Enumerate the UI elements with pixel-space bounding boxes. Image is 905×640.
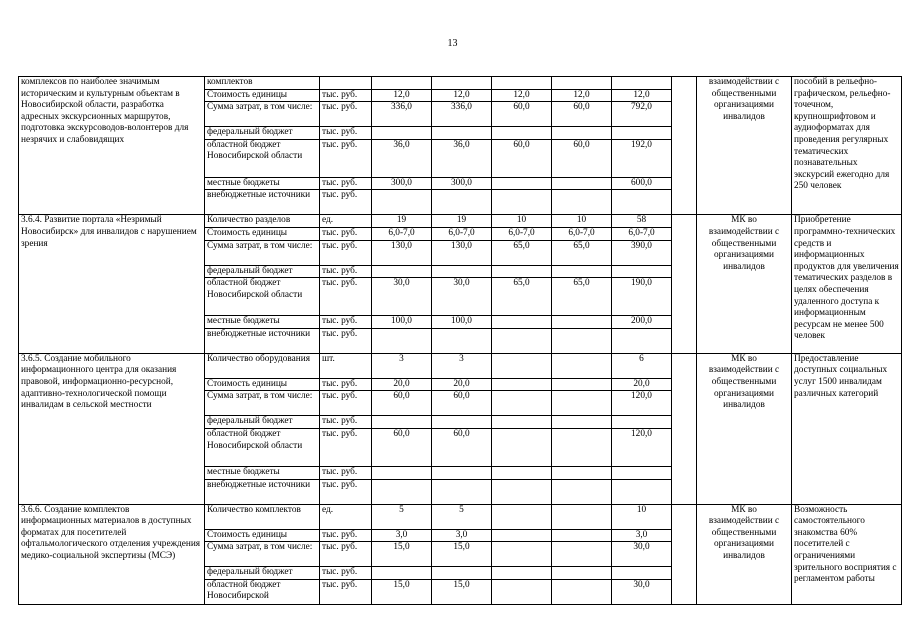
indicator-label: Сумма затрат, в том числе:	[205, 391, 320, 416]
indicator-label: Стоимость единицы	[205, 529, 320, 542]
value-cell	[552, 416, 612, 429]
unit-cell: тыс. руб.	[320, 265, 372, 278]
value-cell: 10	[552, 215, 612, 228]
unit-cell: тыс. руб.	[320, 328, 372, 353]
unit-cell: тыс. руб.	[320, 240, 372, 265]
value-cell	[372, 190, 432, 215]
expected-result-cell: пособий в рельефно-графическом, рельефно-точечном, крупношрифтовом и аудиоформатах для проведения регулярных тематических познавательных экскурсий ежегодно для 250 человек	[792, 77, 902, 215]
value-cell: 12,0	[612, 89, 672, 102]
value-cell: 390,0	[612, 240, 672, 265]
indicator-label: областной бюджет Новосибирской области	[205, 428, 320, 466]
value-cell: 60,0	[432, 391, 492, 416]
value-cell	[492, 466, 552, 479]
value-cell: 6,0-7,0	[432, 227, 492, 240]
unit-cell: тыс. руб.	[320, 567, 372, 580]
indicator-label: федеральный бюджет	[205, 265, 320, 278]
value-cell: 3	[372, 353, 432, 378]
value-cell: 190,0	[612, 278, 672, 316]
value-cell	[552, 77, 612, 90]
program-measures-table	[18, 76, 902, 605]
unit-cell: тыс. руб.	[320, 542, 372, 567]
indicator-label: местные бюджеты	[205, 177, 320, 190]
value-cell	[492, 177, 552, 190]
value-cell	[612, 190, 672, 215]
indicator-label: Стоимость единицы	[205, 378, 320, 391]
value-cell	[492, 542, 552, 567]
value-cell: 60,0	[552, 139, 612, 177]
spacer-cell	[672, 215, 697, 353]
value-cell	[432, 466, 492, 479]
unit-cell	[320, 77, 372, 90]
value-cell: 120,0	[612, 391, 672, 416]
value-cell: 300,0	[432, 177, 492, 190]
unit-cell: тыс. руб.	[320, 529, 372, 542]
value-cell: 792,0	[612, 102, 672, 127]
value-cell: 65,0	[552, 278, 612, 316]
value-cell: 58	[612, 215, 672, 228]
value-cell	[552, 190, 612, 215]
indicator-label: Сумма затрат, в том числе:	[205, 102, 320, 127]
indicator-label: областной бюджет Новосибирской	[205, 579, 320, 604]
value-cell: 130,0	[432, 240, 492, 265]
value-cell	[612, 567, 672, 580]
expected-result-cell: Предоставление доступных социальных услуг 1500 инвалидам различных категорий	[792, 353, 902, 504]
value-cell	[612, 328, 672, 353]
expected-result-cell: Приобретение программно-технических средств и информационных продуктов для увеличения тематических разделов в целях обеспечения удаленного доступа к информационным ресурсам не менее 500 человек	[792, 215, 902, 353]
value-cell	[372, 479, 432, 504]
unit-cell: тыс. руб.	[320, 190, 372, 215]
value-cell	[432, 190, 492, 215]
value-cell: 15,0	[372, 542, 432, 567]
value-cell: 20,0	[612, 378, 672, 391]
value-cell	[612, 416, 672, 429]
executor-cell: взаимодействии с общественными организациями инвалидов	[697, 77, 792, 215]
unit-cell: тыс. руб.	[320, 316, 372, 329]
value-cell: 20,0	[372, 378, 432, 391]
executor-cell: МК во взаимодействии с общественными организациями инвалидов	[697, 504, 792, 604]
value-cell: 5	[372, 504, 432, 529]
value-cell: 5	[432, 504, 492, 529]
value-cell: 60,0	[432, 428, 492, 466]
indicator-label: внебюджетные источники	[205, 190, 320, 215]
value-cell: 30,0	[612, 542, 672, 567]
value-cell	[552, 177, 612, 190]
indicator-label: федеральный бюджет	[205, 567, 320, 580]
value-cell	[372, 265, 432, 278]
value-cell	[432, 479, 492, 504]
indicator-label: областной бюджет Новосибирской области	[205, 278, 320, 316]
value-cell: 60,0	[372, 428, 432, 466]
indicator-label: местные бюджеты	[205, 316, 320, 329]
table-row	[19, 353, 902, 378]
value-cell: 15,0	[432, 579, 492, 604]
indicator-label: комплектов	[205, 77, 320, 90]
value-cell	[492, 428, 552, 466]
value-cell	[432, 416, 492, 429]
unit-cell: тыс. руб.	[320, 416, 372, 429]
value-cell: 192,0	[612, 139, 672, 177]
value-cell: 3,0	[432, 529, 492, 542]
value-cell	[552, 328, 612, 353]
value-cell	[372, 567, 432, 580]
indicator-label: внебюджетные источники	[205, 328, 320, 353]
value-cell	[432, 328, 492, 353]
value-cell	[492, 353, 552, 378]
table-row	[19, 215, 902, 228]
indicator-label: федеральный бюджет	[205, 127, 320, 140]
value-cell: 60,0	[552, 102, 612, 127]
indicator-label: Количество комплектов	[205, 504, 320, 529]
value-cell	[552, 479, 612, 504]
value-cell	[492, 391, 552, 416]
table-row	[19, 504, 902, 529]
value-cell: 20,0	[432, 378, 492, 391]
value-cell: 65,0	[492, 278, 552, 316]
value-cell	[552, 542, 612, 567]
value-cell: 36,0	[372, 139, 432, 177]
value-cell	[492, 378, 552, 391]
value-cell: 3,0	[372, 529, 432, 542]
value-cell: 60,0	[492, 102, 552, 127]
indicator-label: областной бюджет Новосибирской области	[205, 139, 320, 177]
value-cell: 60,0	[492, 139, 552, 177]
value-cell	[612, 466, 672, 479]
unit-cell: тыс. руб.	[320, 177, 372, 190]
value-cell: 19	[372, 215, 432, 228]
measure-title: 3.6.5. Создание мобильного информационного центра для оказания правовой, информационно-ресурсной, адаптивно-технологической помощи инвалидам в сельской местности	[19, 353, 205, 504]
value-cell: 6,0-7,0	[372, 227, 432, 240]
value-cell	[492, 479, 552, 504]
value-cell: 65,0	[492, 240, 552, 265]
value-cell	[612, 127, 672, 140]
value-cell	[492, 265, 552, 278]
value-cell: 6	[612, 353, 672, 378]
value-cell	[552, 529, 612, 542]
unit-cell: тыс. руб.	[320, 89, 372, 102]
value-cell	[492, 579, 552, 604]
value-cell	[492, 529, 552, 542]
value-cell: 336,0	[432, 102, 492, 127]
indicator-label: местные бюджеты	[205, 466, 320, 479]
value-cell	[432, 127, 492, 140]
value-cell: 10	[492, 215, 552, 228]
unit-cell: тыс. руб.	[320, 139, 372, 177]
value-cell	[492, 127, 552, 140]
value-cell	[552, 567, 612, 580]
value-cell	[552, 316, 612, 329]
value-cell	[552, 466, 612, 479]
value-cell: 200,0	[612, 316, 672, 329]
value-cell: 300,0	[372, 177, 432, 190]
value-cell	[492, 316, 552, 329]
value-cell: 15,0	[432, 542, 492, 567]
unit-cell: тыс. руб.	[320, 391, 372, 416]
value-cell	[372, 416, 432, 429]
unit-cell: тыс. руб.	[320, 278, 372, 316]
value-cell	[612, 77, 672, 90]
unit-cell: ед.	[320, 215, 372, 228]
spacer-cell	[672, 353, 697, 504]
unit-cell: тыс. руб.	[320, 378, 372, 391]
value-cell: 12,0	[372, 89, 432, 102]
value-cell	[552, 127, 612, 140]
value-cell: 12,0	[492, 89, 552, 102]
value-cell	[492, 77, 552, 90]
spacer-cell	[672, 504, 697, 604]
value-cell	[432, 77, 492, 90]
value-cell: 3,0	[612, 529, 672, 542]
indicator-label: Количество разделов	[205, 215, 320, 228]
unit-cell: шт.	[320, 353, 372, 378]
value-cell: 6,0-7,0	[612, 227, 672, 240]
executor-cell: МК во взаимодействии с общественными организациями инвалидов	[697, 353, 792, 504]
value-cell: 15,0	[372, 579, 432, 604]
value-cell: 12,0	[552, 89, 612, 102]
value-cell: 600,0	[612, 177, 672, 190]
value-cell: 30,0	[432, 278, 492, 316]
executor-cell: МК во взаимодействии с общественными организациями инвалидов	[697, 215, 792, 353]
table-row	[19, 77, 902, 90]
value-cell	[492, 567, 552, 580]
indicator-label: федеральный бюджет	[205, 416, 320, 429]
value-cell: 120,0	[612, 428, 672, 466]
value-cell: 10	[612, 504, 672, 529]
value-cell: 100,0	[432, 316, 492, 329]
value-cell: 12,0	[432, 89, 492, 102]
unit-cell: тыс. руб.	[320, 127, 372, 140]
value-cell: 36,0	[432, 139, 492, 177]
measure-title: комплексов по наиболее значимым историческим и культурным объектам в Новосибирской области, разработка адресных экскурсионных маршрутов, подготовка экскурсоводов-волонтеров для незрячих и слабовидящих	[19, 77, 205, 215]
unit-cell: тыс. руб.	[320, 227, 372, 240]
indicator-label: Стоимость единицы	[205, 227, 320, 240]
value-cell	[492, 416, 552, 429]
indicator-label: Стоимость единицы	[205, 89, 320, 102]
unit-cell: ед.	[320, 504, 372, 529]
measure-title: 3.6.4. Развитие портала «Незримый Новосибирск» для инвалидов с нарушением зрения	[19, 215, 205, 353]
value-cell	[372, 466, 432, 479]
indicator-label: внебюджетные источники	[205, 479, 320, 504]
value-cell	[372, 77, 432, 90]
value-cell	[552, 353, 612, 378]
indicator-label: Сумма затрат, в том числе:	[205, 542, 320, 567]
page-number: 13	[447, 38, 458, 49]
value-cell	[552, 391, 612, 416]
value-cell: 60,0	[372, 391, 432, 416]
indicator-label: Количество оборудования	[205, 353, 320, 378]
value-cell: 6,0-7,0	[552, 227, 612, 240]
value-cell: 65,0	[552, 240, 612, 265]
value-cell	[552, 428, 612, 466]
value-cell	[552, 378, 612, 391]
unit-cell: тыс. руб.	[320, 102, 372, 127]
spacer-cell	[672, 77, 697, 215]
value-cell: 100,0	[372, 316, 432, 329]
value-cell: 336,0	[372, 102, 432, 127]
value-cell	[492, 504, 552, 529]
expected-result-cell: Возможность самостоятельного знакомства 60% посетителей с ограничениями зрительного восприятия с регламентом работы	[792, 504, 902, 604]
unit-cell: тыс. руб.	[320, 428, 372, 466]
measure-title: 3.6.6. Создание комплектов информационных материалов в доступных форматах для посетителей офтальмологического отделения учреждения медико-социальной экспертизы (МСЭ)	[19, 504, 205, 604]
value-cell	[612, 479, 672, 504]
value-cell	[372, 328, 432, 353]
value-cell	[552, 265, 612, 278]
unit-cell: тыс. руб.	[320, 579, 372, 604]
value-cell	[492, 328, 552, 353]
unit-cell: тыс. руб.	[320, 466, 372, 479]
unit-cell: тыс. руб.	[320, 479, 372, 504]
value-cell	[432, 567, 492, 580]
value-cell: 30,0	[372, 278, 432, 316]
value-cell	[552, 579, 612, 604]
value-cell	[492, 190, 552, 215]
value-cell	[612, 265, 672, 278]
value-cell	[432, 265, 492, 278]
value-cell	[552, 504, 612, 529]
value-cell: 6,0-7,0	[492, 227, 552, 240]
value-cell: 30,0	[612, 579, 672, 604]
value-cell: 3	[432, 353, 492, 378]
indicator-label: Сумма затрат, в том числе:	[205, 240, 320, 265]
value-cell: 130,0	[372, 240, 432, 265]
value-cell: 19	[432, 215, 492, 228]
value-cell	[372, 127, 432, 140]
